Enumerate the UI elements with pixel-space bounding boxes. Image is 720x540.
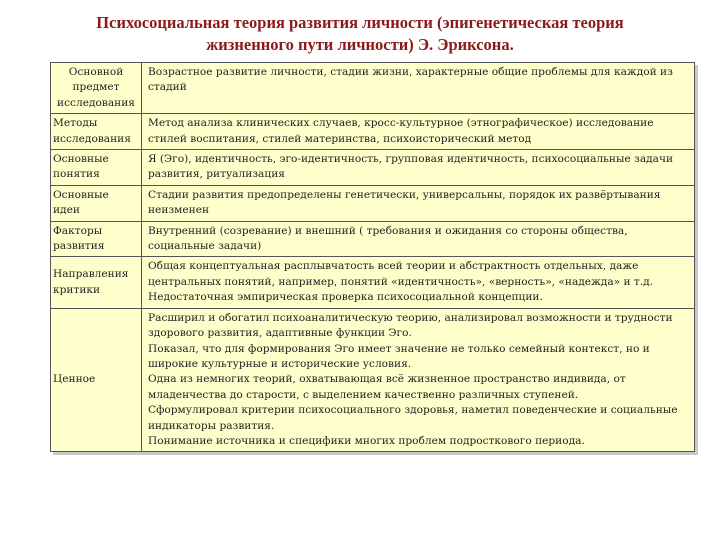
row-content-factors [142,221,695,257]
content-paragraph: Возрастное развитие личности, стадии жизни, характерные общие проблемы для каждой из стадий [148,66,673,94]
row-label-valuable: Ценное [51,308,142,452]
table-row [51,150,695,186]
row-label-criticism: Направления критики [51,257,142,308]
theory-table [50,62,695,452]
row-label-ideas: Основные идеи [51,185,142,221]
table-row [51,63,695,114]
page-title [40,12,680,56]
content-paragraph: Стадии развития предопределены генетически, универсальны, порядок их развёртывания неизменен [148,188,661,217]
content-paragraph: Общая концептуальная расплывчатость всей теории и абстрактность отдельных, даже центральных понятий, например, понятий «идентичность», «верность», «надежда» и т.д. Недостаточная эмпирическая проверка психосоциальной концепции. [148,260,654,304]
row-content-ideas [142,185,695,221]
row-label-methods: Методы исследования [51,114,142,150]
page-title-line-2: жизненного пути личности) Э. Эриксона. [206,35,514,54]
content-paragraph: Я (Эго), идентичность, эго-идентичность, групповая идентичность, психосоциальные задачи развития, ритуализация [148,153,674,181]
row-content-methods [142,114,695,150]
content-paragraph: Одна из немногих теорий, охватывающая всё жизненное пространство индивида, от младенчества до старости, с выделением качественно различных ступеней. [148,373,626,401]
content-paragraph: Внутренний (созревание) и внешний ( требования и ожидания со стороны общества, социальные задачи) [148,224,628,253]
table-row [51,221,695,257]
content-paragraph: Сформулировал критерии психосоциального здоровья, наметил поведенческие и социальные индикаторы развития. [148,404,678,432]
content-paragraph: Показал, что для формирования Эго имеет значение не только семейный контекст, но и широкие культурные и исторические условия. [148,342,650,370]
table-row [51,114,695,150]
table-row [51,308,695,452]
table-row [51,185,695,221]
row-content-concepts [142,150,695,186]
row-label-factors: Факторы развития [51,221,142,257]
content-paragraph: Метод анализа клинических случаев, кросс-культурное (этнографическое) исследование стилей воспитания, стилей материнства, психоисторический метод [148,117,654,145]
page-title-line-1: Психосоциальная теория развития личности (эпигенетическая теория [96,13,624,32]
row-label-concepts: Основные понятия [51,150,142,186]
row-content-criticism [142,257,695,308]
content-paragraph: Расширил и обогатил психоаналитическую теорию, анализировал возможности и трудности здорового развития, адаптивные функции Эго. [148,311,673,340]
row-label-subject: Основной предмет исследования [51,63,142,114]
row-content-valuable [142,308,695,452]
content-paragraph: Понимание источника и специфики многих проблем подросткового периода. [148,434,585,447]
table-row [51,257,695,308]
row-content-subject [142,63,695,114]
